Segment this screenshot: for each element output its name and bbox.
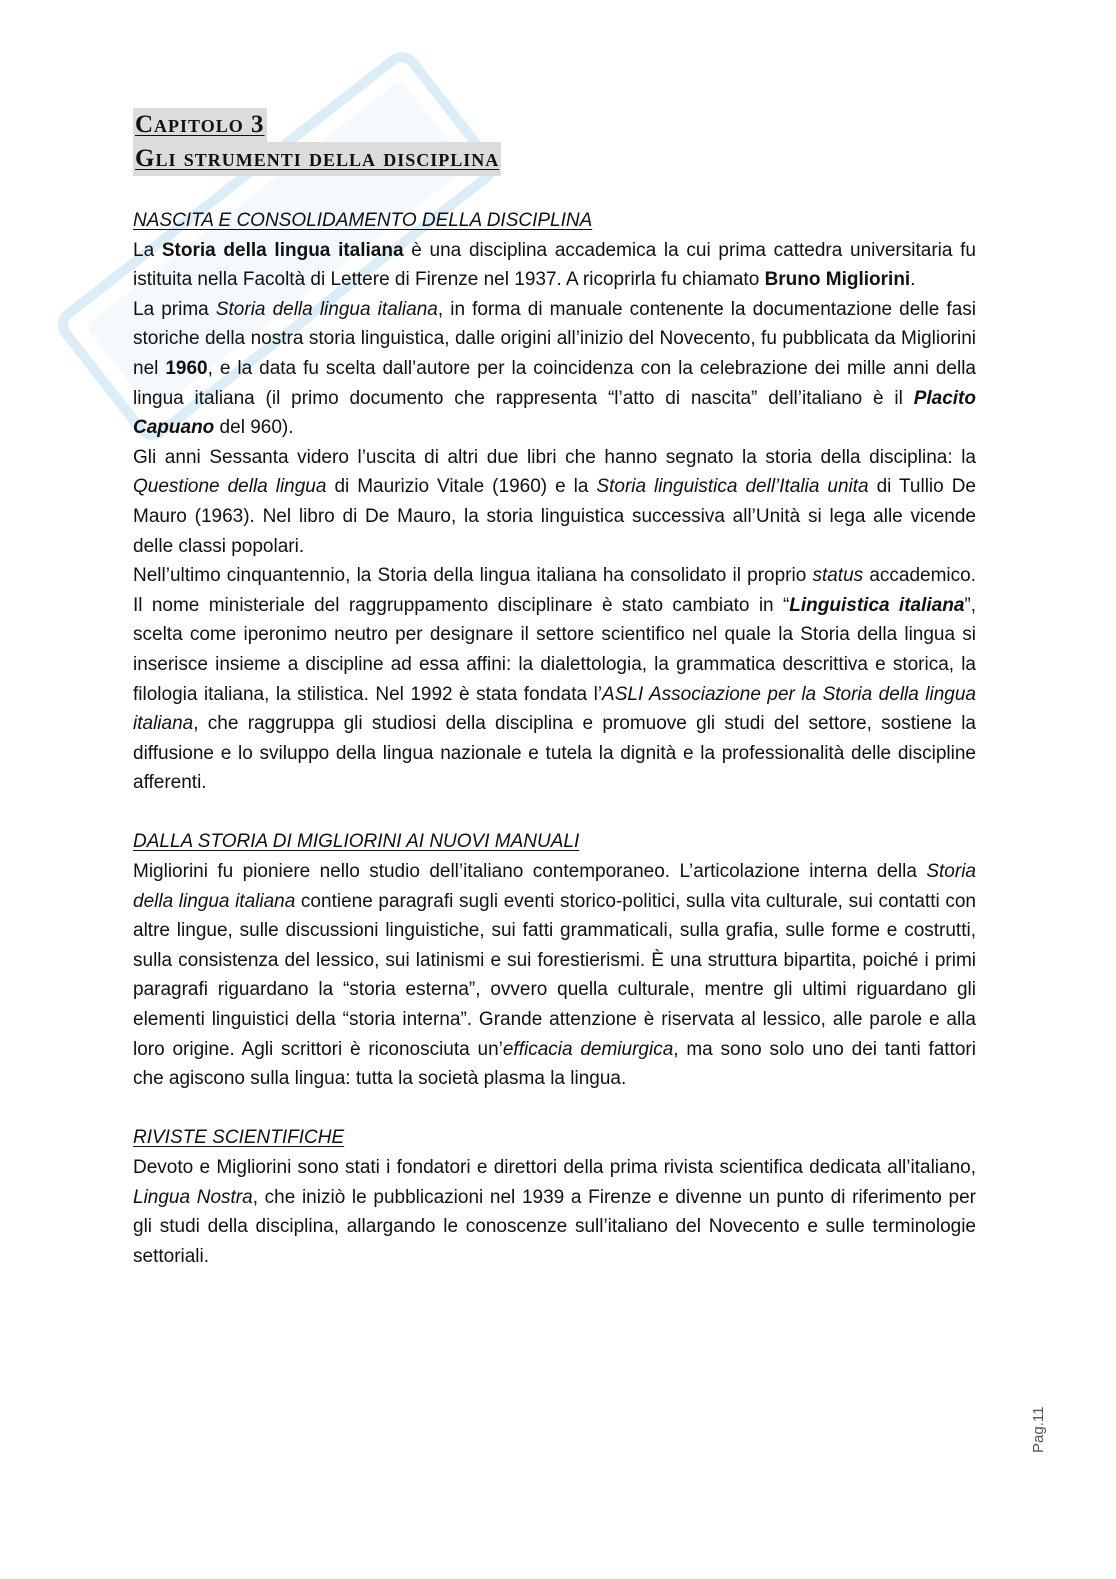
paragraph: La Storia della lingua italiana è una disciplina accademica la cui prima cattedra universitaria fu istituita nella Facoltà di Lettere di Firenze nel 1937. A ricoprirla fu chiamato Bruno Migliorini. xyxy=(133,239,976,291)
paragraph: Nell’ultimo cinquantennio, la Storia della lingua italiana ha consolidato il proprio status accademico. Il nome ministeriale del raggruppamento disciplinare è stato cambiato in “Linguistica italiana”, scelta come iperonimo neutro per designare il settore scientifico nel quale la Storia della lingua si inserisce insieme a discipline ad essa affini: la dialettologia, la grammatica descrittiva e storica, la filologia italiana, la stilistica. Nel 1992 è stata fondata l’ASLI Associazione per la Storia della lingua italiana, che raggruppa gli studiosi della disciplina e promuove gli studi del settore, sostiene la diffusione e lo sviluppo della lingua nazionale e tutela la dignità e la professionalità delle discipline afferenti. xyxy=(133,565,977,794)
text-run: Storia della lingua italiana xyxy=(161,239,404,261)
text-run: 1960 xyxy=(165,357,208,379)
paragraph: Migliorini fu pioniere nello studio dell’italiano contemporaneo. L’articolazione interna della Storia della lingua italiana contiene paragrafi sugli eventi storico-politici, sulla vita culturale, sui contatti con altre lingue, sulle discussioni linguistiche, sui fatti grammaticali, sulla grafia, sulle forme e costrutti, sulla consistenza del lessico, sui latinismi e sui forestierismi. È una struttura bipartita, poiché i primi paragrafi riguardano la “storia esterna”, ovvero quella culturale, mentre gli ultimi riguardano gli elementi linguistici della “storia interna”. Grande attenzione è riservata al lessico, alle parole e alla loro origine. Agli scrittori è riconosciuta un’efficacia demiurgica, ma sono solo uno dei tanti fattori che agiscono sulla lingua: tutta la società plasma la lingua. xyxy=(133,861,977,1090)
chapter-label: Capitolo 3 xyxy=(133,108,267,142)
text-run: efficacia demiurgica xyxy=(502,1038,674,1060)
text-run: Placito Capuano xyxy=(133,387,976,439)
chapter-title: Gli strumenti della disciplina xyxy=(133,142,501,176)
text-run: Storia della lingua italiana xyxy=(215,298,438,320)
page-content xyxy=(133,108,976,1271)
section xyxy=(133,827,976,1093)
chapter-heading-block xyxy=(133,108,976,176)
text-run: Storia della lingua italiana xyxy=(133,861,976,912)
section xyxy=(133,1123,976,1271)
text-run: ASLI Associazione per la Storia della lingua italiana xyxy=(133,683,976,735)
paragraph: La prima Storia della lingua italiana, in forma di manuale contenente la documentazione delle fasi storiche della nostra storia linguistica, dalle origini all’inizio del Novecento, fu pubblicata da Migliorini nel 1960, e la data fu scelta dall’autore per la coincidenza con la celebrazione dei mille anni della lingua italiana (il primo documento che rappresenta “l’atto di nascita” dell’italiano è il Placito Capuano del 960). xyxy=(133,298,976,439)
sections xyxy=(133,206,976,1271)
page-number: Pag.11 xyxy=(1030,1406,1047,1454)
section xyxy=(133,206,976,798)
text-run: Bruno Migliorini xyxy=(764,269,911,291)
paragraph: Devoto e Migliorini sono stati i fondatori e direttori della prima rivista scientifica dedicata all’italiano, Lingua Nostra, che iniziò le pubblicazioni nel 1939 a Firenze e divenne un punto di riferimento per gli studi della disciplina, allargando le conoscenze sull’italiano del Novecento e sulle terminologie settoriali. xyxy=(133,1157,976,1267)
text-run: Linguistica italiana xyxy=(789,594,965,616)
section-title: DALLA STORIA DI MIGLIORINI AI NUOVI MANUALI xyxy=(133,831,580,853)
section-title: RIVISTE SCIENTIFICHE xyxy=(133,1127,345,1149)
section-title: NASCITA E CONSOLIDAMENTO DELLA DISCIPLINA xyxy=(133,210,593,231)
text-run: Storia linguistica dell’Italia unita xyxy=(596,476,869,498)
text-run: Questione della lingua xyxy=(133,476,327,498)
text-run: Lingua Nostra xyxy=(133,1186,253,1208)
text-run: status xyxy=(812,565,864,587)
paragraph: Gli anni Sessanta videro l’uscita di altri due libri che hanno segnato la storia della disciplina: la Questione della lingua di Maurizio Vitale (1960) e la Storia linguistica dell’Italia unita di Tullio De Mauro (1963). Nel libro di De Mauro, la storia linguistica successiva all’Unità si lega alle vicende delle classi popolari. xyxy=(133,446,976,557)
